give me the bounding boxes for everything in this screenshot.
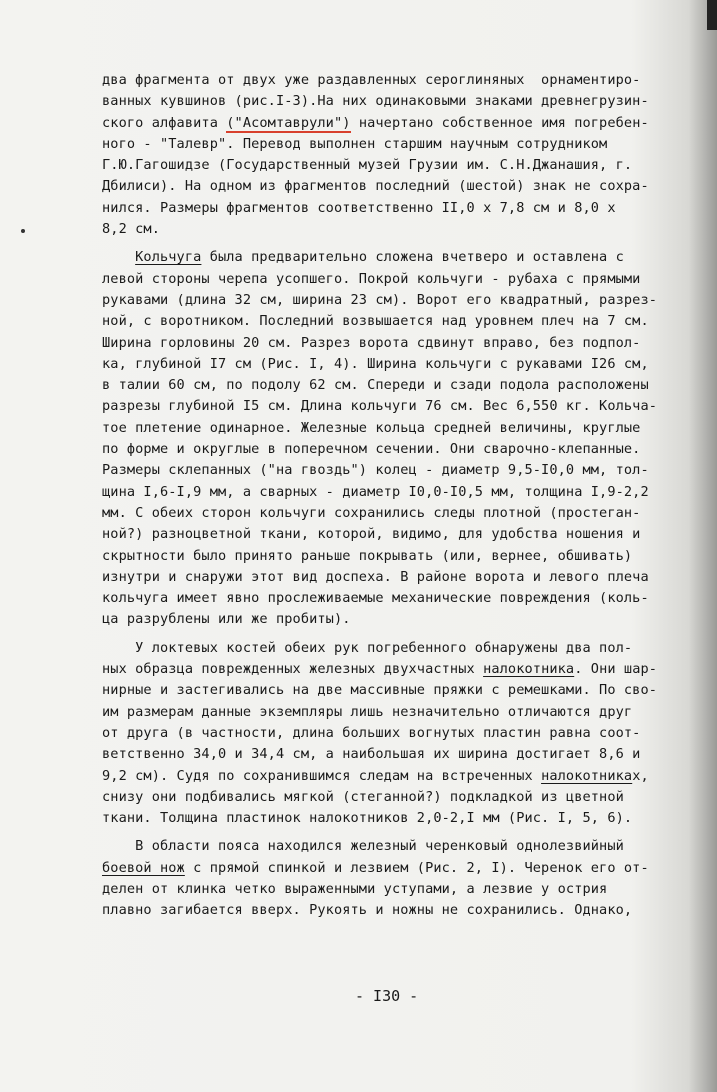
text-line: щина I,6-I,9 мм, а сварных - диаметр I0,0-I0,5 мм, толщина I,9-2,2 (102, 483, 649, 500)
text-line: два фрагмента от двух уже раздавленных сероглиняных орнаментиро- (102, 72, 641, 88)
text-line: Г.Ю.Гагошидзе (Государственный музей Грузии им. С.Н.Джанашия, г. (102, 157, 633, 174)
text-line: Размеры склепанных ("на гвоздь") колец - диаметр 9,5-I0,0 мм, тол- (102, 462, 649, 479)
text-line: им размерам данные экземпляры лишь незначительно отличаются друг (102, 703, 633, 720)
text-line: тое плетение одинарное. Железные кольца средней величины, круглые (102, 419, 641, 436)
paragraph (102, 247, 712, 630)
text-line: ского алфавита ("Асомтаврули") начертано собственное имя погребен- (102, 114, 649, 131)
text-line: боевой нож с прямой спинкой и лезвием (Рис. 2, I). Черенок его от- (102, 859, 649, 876)
text-line: плавно загибается вверх. Рукоять и ножны не сохранились. Однако, (102, 902, 633, 919)
text-line: ной, с воротником. Последний возвышается над уровнем плеч на 7 см. (102, 313, 649, 330)
text-line: снизу они подбивались мягкой (стеганной?) подкладкой из цветной (102, 788, 624, 805)
text-line: ной?) разноцветной ткани, которой, видимо, для удобства ношения и (102, 526, 641, 543)
text-line: ветственно 34,0 и 34,4 см, а наибольшая их ширина достигает 8,6 и (102, 746, 641, 763)
text-line: разрезы глубиной I5 см. Длина кольчуги 76 см. Вес 6,550 кг. Кольча- (102, 398, 658, 415)
text-line: от друга (в частности, длина больших вогнутых пластин равна соот- (102, 724, 641, 741)
text-line: скрытности было принято раньше покрывать (или, вернее, обшивать) (102, 547, 633, 564)
text-line: по форме и округлые в поперечном сечении. Они сварочно-клепанные. (102, 441, 641, 458)
text-line: ного - "Талевр". Перевод выполнен старшим научным сотрудником (102, 135, 608, 152)
paragraph (102, 70, 712, 240)
text-line: ткани. Толщина пластинок налокотников 2,0-2,I мм (Рис. I, 5, 6). (102, 810, 633, 827)
margin-dot (21, 229, 25, 233)
text-line: рукавами (длина 32 см, ширина 23 см). Ворот его квадратный, разрез- (102, 291, 658, 308)
body-text (102, 70, 712, 922)
text-line: Дбилиси). На одном из фрагментов последний (шестой) знак не сохра- (102, 178, 649, 195)
text-line: Кольчуга была предварительно сложена вчетверо и оставлена с (135, 249, 624, 266)
paragraph (102, 836, 712, 921)
text-line: мм. С обеих сторон кольчуги сохранились следы плотной (простеган- (102, 504, 641, 521)
scan-edge-mark (707, 0, 717, 30)
text-line: нирные и застегивались на две массивные пряжки с ремешками. По сво- (102, 682, 658, 699)
text-line: ца разрублены или же пробиты). (102, 611, 351, 628)
text-line: Ширина горловины 20 см. Разрез ворота сдвинут вправо, без подпол- (102, 334, 641, 351)
text-line: ка, глубиной I7 см (Рис. I, 4). Ширина кольчуги с рукавами I26 см, (102, 355, 649, 372)
text-line: кольчуга имеет явно прослеживаемые механические повреждения (коль- (102, 590, 649, 607)
text-line: В области пояса находился железный черенковый однолезвийный (102, 838, 624, 855)
text-line: ных образца поврежденных железных двухчастных налокотника. Они шар- (102, 661, 658, 678)
text-line: левой стороны черепа усопшего. Покрой кольчуги - рубаха с прямыми (102, 270, 641, 287)
text-line: нился. Размеры фрагментов соответственно II,0 х 7,8 см и 8,0 х (102, 199, 616, 216)
text-line: 9,2 см). Судя по сохранившимся следам на встреченных налокотниках, (102, 767, 649, 784)
paragraph (102, 638, 712, 830)
text-line: делен от клинка четко выраженными уступами, а лезвие у острия (102, 880, 608, 897)
text-line: ванных кувшинов (рис.I-3).На них одинаковыми знаками древнегрузин- (102, 93, 649, 110)
text-line: в талии 60 см, по подолу 62 см. Спереди и сзади подола расположены (102, 377, 649, 394)
page-number: - I30 - (355, 987, 419, 1005)
text-line: У локтевых костей обеих рук погребенного обнаружены два пол- (102, 639, 633, 656)
text-line: изнутри и снаружи этот вид доспеха. В районе ворота и левого плеча (102, 568, 649, 585)
text-line: 8,2 см. (102, 221, 160, 238)
